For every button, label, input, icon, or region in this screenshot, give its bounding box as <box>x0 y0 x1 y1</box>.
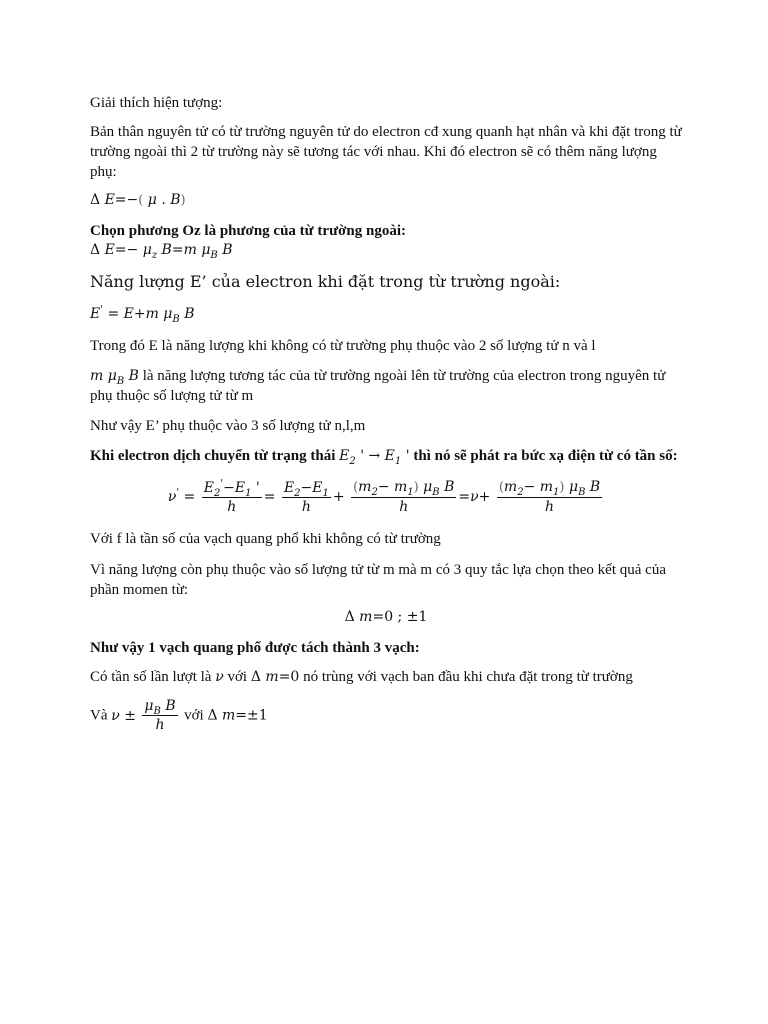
paragraph-interaction-text: là năng lượng tương tác của từ trường ngoài lên từ trường của electron trong nguyên tử phụ thuộc số lượng tử từ m <box>90 368 666 404</box>
first-line-text-c: nó trùng với vạch ban đầu khi chưa đặt trong từ trường <box>303 669 633 685</box>
other-lines-text-a: Và <box>90 707 108 724</box>
paragraph-f-definition: Với f là tần số của vạch quang phổ khi không có từ trường <box>90 531 441 547</box>
formula-frequency: ν' = $\frac{E_2'-E_1 '}{h}$ = $\frac{E_2-E_1}{h}$ + $\frac{(m_2- m_1) \mu_B B}{h}$ =ν+ $\frac{(m_2- m_1) \mu_B B}{h}$ <box>167 477 601 515</box>
formula-delta-m-zero: Δ m=0 <box>250 669 300 685</box>
paragraph-selection-rule: Vì năng lượng còn phụ thuộc vào số lượng tử từ m mà m có 3 quy tắc lựa chọn theo kết quả của phần momen từ: <box>90 562 666 598</box>
paragraph-depends: Như vậy E’ phụ thuộc vào 3 số lượng tử n,l,m <box>90 418 366 434</box>
paragraph-explanation: Bản thân nguyên tử có từ trường nguyên tử do electron cđ xung quanh hạt nhân và khi đặt trong từ trường ngoài thì 2 từ trường này sẽ tương tác với nhau. Khi đó electron sẽ có thêm năng lượng phụ: <box>90 124 682 180</box>
paragraph-other-lines <box>90 697 682 734</box>
formula-m-mu-b: m $\mu_B$ B <box>90 368 139 387</box>
formula-delta-e-z: Δ $E=- \mu_z$ B=m $\mu_B$ B <box>90 242 233 261</box>
paragraph-interaction <box>90 366 682 406</box>
first-line-text-b: với <box>227 669 248 685</box>
formula-delta-m-pm1: Δ m=±1 <box>207 707 268 724</box>
formula-delta-e: Δ E=−( μ . B) <box>90 192 186 208</box>
formula-delta-m: Δ m=0 ; ±1 <box>344 609 428 625</box>
formula-transition: $E_2$ ' → $E_1$ ' <box>339 448 410 467</box>
section-heading: Năng lượng E’ của electron khi đặt trong từ trường ngoài: <box>90 272 561 291</box>
transition-text-b: thì nó sẽ phát ra bức xạ điện từ có tần số: <box>413 448 678 464</box>
paragraph-first-line <box>90 667 682 687</box>
transition-text-a: Khi electron dịch chuyển từ trạng thái <box>90 448 336 464</box>
formula-nu: ν <box>215 669 224 685</box>
paragraph-split: Như vậy 1 vạch quang phổ được tách thành 3 vạch: <box>90 640 420 656</box>
paragraph-oz-direction: Chọn phương Oz là phương của từ trường ngoài: <box>90 223 406 239</box>
formula-nu-plus-minus: ν ± $\frac{\mu_B B}{h}$ <box>111 698 176 733</box>
paragraph-transition <box>90 446 682 466</box>
paragraph-e-definition: Trong đó E là năng lượng khi không có từ trường phụ thuộc vào 2 số lượng tử n và l <box>90 338 596 354</box>
first-line-text-a: Có tần số lần lượt là <box>90 669 212 685</box>
paragraph-intro: Giải thích hiện tượng: <box>90 95 223 111</box>
other-lines-text-b: với <box>184 707 204 724</box>
formula-e-prime: E' = E+m $\mu_B$ B <box>90 304 195 325</box>
